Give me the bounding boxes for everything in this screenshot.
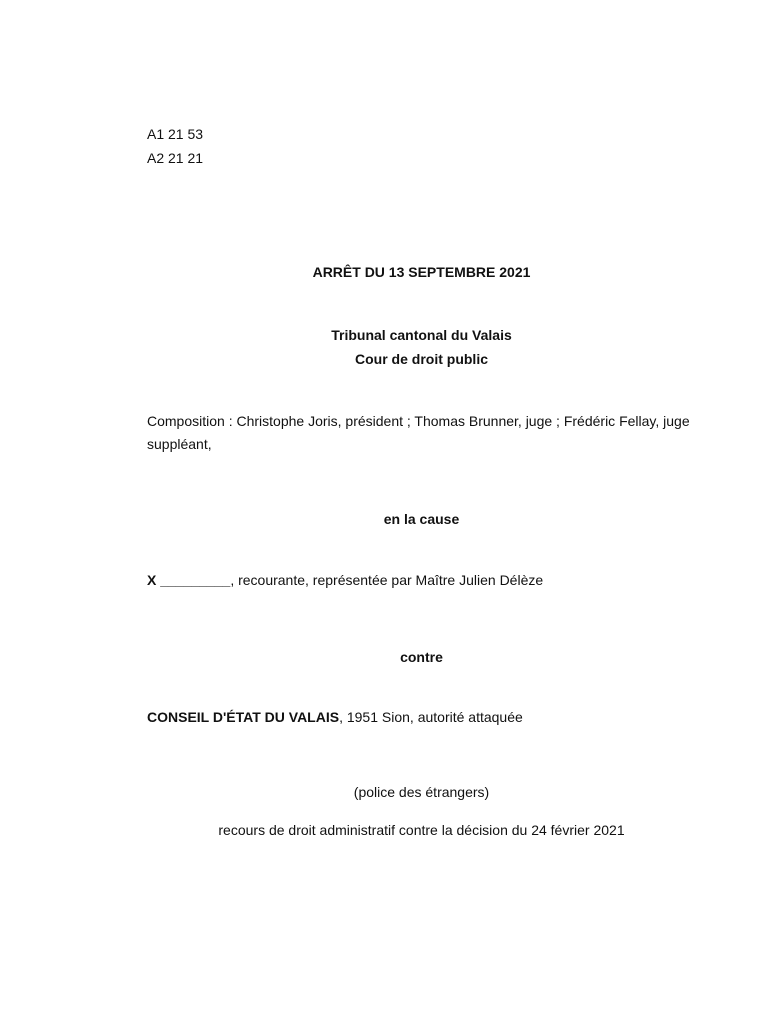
party-respondent — [147, 708, 523, 726]
court-name: Tribunal cantonal du Valais — [331, 327, 512, 343]
party-appellant — [147, 571, 543, 589]
party-respondent-name: CONSEIL D'ÉTAT DU VALAIS — [147, 709, 340, 725]
party-appellant-name: X _________ — [147, 572, 231, 588]
party-appellant-details: , recourante, représentée par Maître Julien Délèze — [230, 572, 544, 588]
court-division: Cour de droit public — [355, 351, 488, 367]
document-title: ARRÊT DU 13 SEPTEMBRE 2021 — [312, 264, 531, 280]
case-reference-1: A1 21 53 — [147, 126, 204, 142]
case-subject: (police des étrangers) — [353, 784, 490, 800]
party-respondent-details: , 1951 Sion, autorité attaquée — [339, 709, 523, 725]
composition-paragraph: Composition : Christophe Joris, président ; Thomas Brunner, juge ; Frédéric Fellay, juge suppléant, — [147, 413, 690, 452]
case-reference-2: A2 21 21 — [147, 150, 204, 166]
case-object: recours de droit administratif contre la décision du 24 février 2021 — [218, 822, 625, 838]
en-la-cause-heading: en la cause — [383, 511, 460, 527]
contre-heading: contre — [400, 649, 443, 665]
